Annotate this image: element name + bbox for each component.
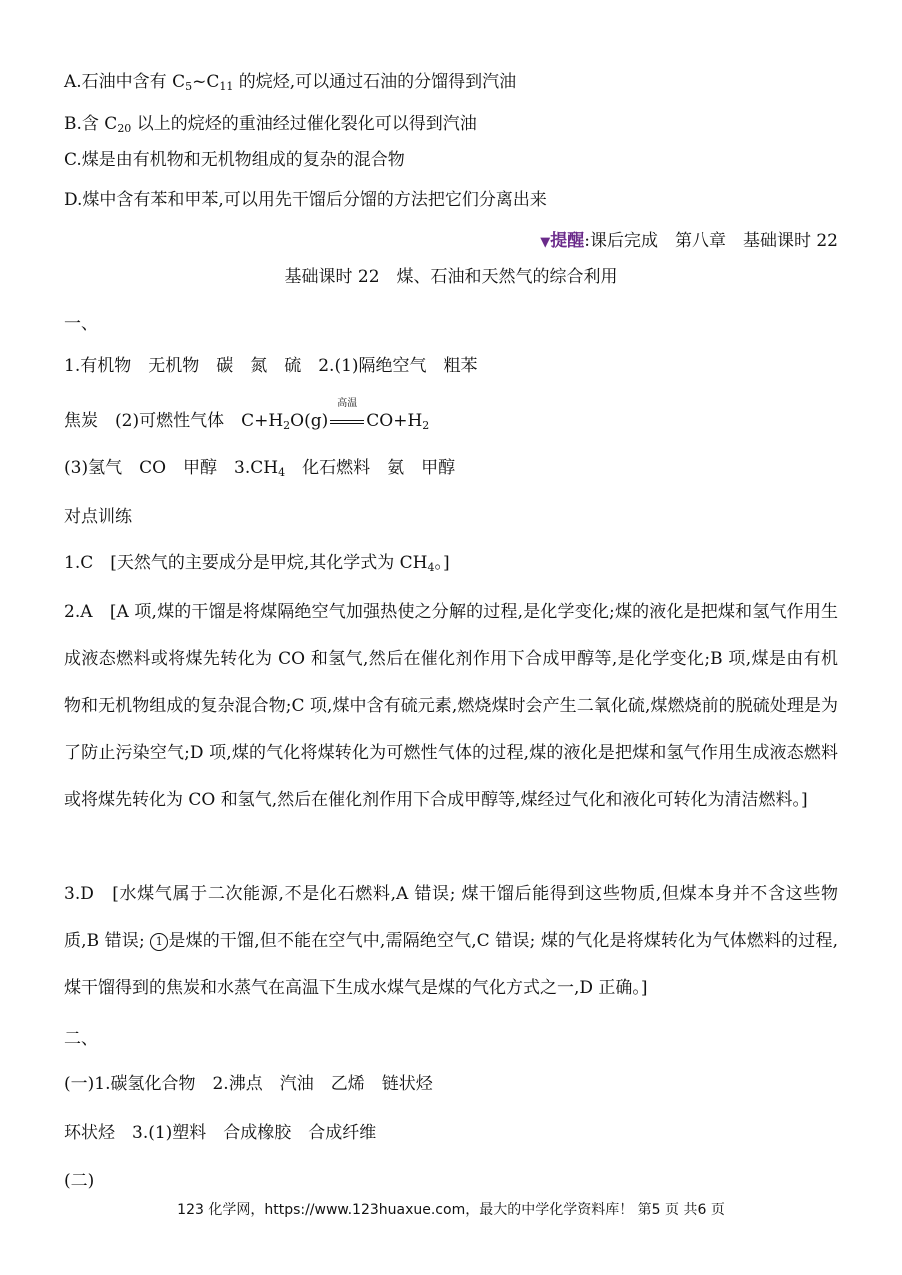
part1-line3: (3)氢气 CO 甲醇 $3.CH_4$ 化石燃料 氨 甲醇 bbox=[64, 458, 456, 479]
answer-1: 1.C [天然气的主要成分是甲烷,其化学式为 $CH_4$。] bbox=[64, 553, 450, 574]
reminder-label: 提醒 bbox=[550, 231, 585, 251]
circled-number: 1 bbox=[150, 933, 168, 951]
option-a: A.石油中含有 $C_5\sim C_{11}$ 的烷烃,可以通过石油的分馏得到汽油 bbox=[64, 72, 517, 93]
part1-line1: 1.有机物 无机物 碳 氮 硫 2.(1)隔绝空气 粗苯 bbox=[64, 356, 478, 376]
part2-line2: 环状烃 3.(1)塑料 合成橡胶 合成纤维 bbox=[64, 1123, 377, 1143]
reminder-text: :课后完成 第八章 基础课时 22 bbox=[584, 231, 838, 251]
reminder-note bbox=[540, 229, 838, 255]
part2-heading: 二、 bbox=[64, 1029, 98, 1049]
part1-line2: 焦炭 (2)可燃性气体 $C+H_2O(g)$ 高温 $CO+H_2$ bbox=[64, 397, 430, 432]
part1-heading: 一、 bbox=[64, 314, 98, 334]
answer-2: 2.A [A 项,煤的干馏是将煤隔绝空气加强热使之分解的过程,是化学变化;煤的液化是把煤和氢气作用生成液态燃料或将煤先转化为 CO 和氢气,然后在催化剂作用下合成甲醇等,是化学变化;B 项,煤是由有机物和无机物组成的复杂混合物;C 项,煤中含有硫元素,燃烧煤时会产生二氧化硫,煤燃烧前的脱硫处理是为了防止污染空气;D 项,煤的气化将煤转化为可燃性气体的过程,煤的液化是把煤和氢气作用生成液态燃料或将煤先转化为 CO 和氢气,然后在催化剂作用下合成甲醇等,煤经过气化和液化可转化为清洁燃料。] bbox=[64, 602, 838, 810]
option-b: B.含 $C_{20}$ 以上的烷烃的重油经过催化裂化可以得到汽油 bbox=[64, 114, 477, 135]
part2-line3: (二) bbox=[64, 1171, 95, 1191]
page-footer: 123 化学网，https://www.123huaxue.com，最大的中学化学资料库！ 第5 页 共6 页 bbox=[177, 1202, 725, 1218]
part2-line1: (一)1.碳氢化合物 2.沸点 汽油 乙烯 链状烃 bbox=[64, 1074, 433, 1094]
option-d: D.煤中含有苯和甲苯,可以用先干馏后分馏的方法把它们分离出来 bbox=[64, 190, 547, 210]
section-title: 基础课时 22 煤、石油和天然气的综合利用 bbox=[284, 267, 618, 287]
answer-3: 3.D [水煤气属于二次能源,不是化石燃料,A 错误; 煤干馏后能得到这些物质,但煤本身并不含这些物质,B 错误; 1 是煤的干馏,但不能在空气中,需隔绝空气,C 错误; 煤的气化是将煤转化为气体燃料的过程,煤干馏得到的焦炭和水蒸气在高温下生成水煤气是煤的气化方式之一,D 正确。] bbox=[64, 884, 839, 998]
reaction-arrow bbox=[328, 397, 366, 432]
option-c: C.煤是由有机物和无机物组成的复杂的混合物 bbox=[64, 150, 405, 170]
training-heading: 对点训练 bbox=[64, 507, 132, 527]
triangle-icon: ▼ bbox=[540, 235, 551, 250]
reaction-condition: 高温 bbox=[337, 397, 358, 409]
